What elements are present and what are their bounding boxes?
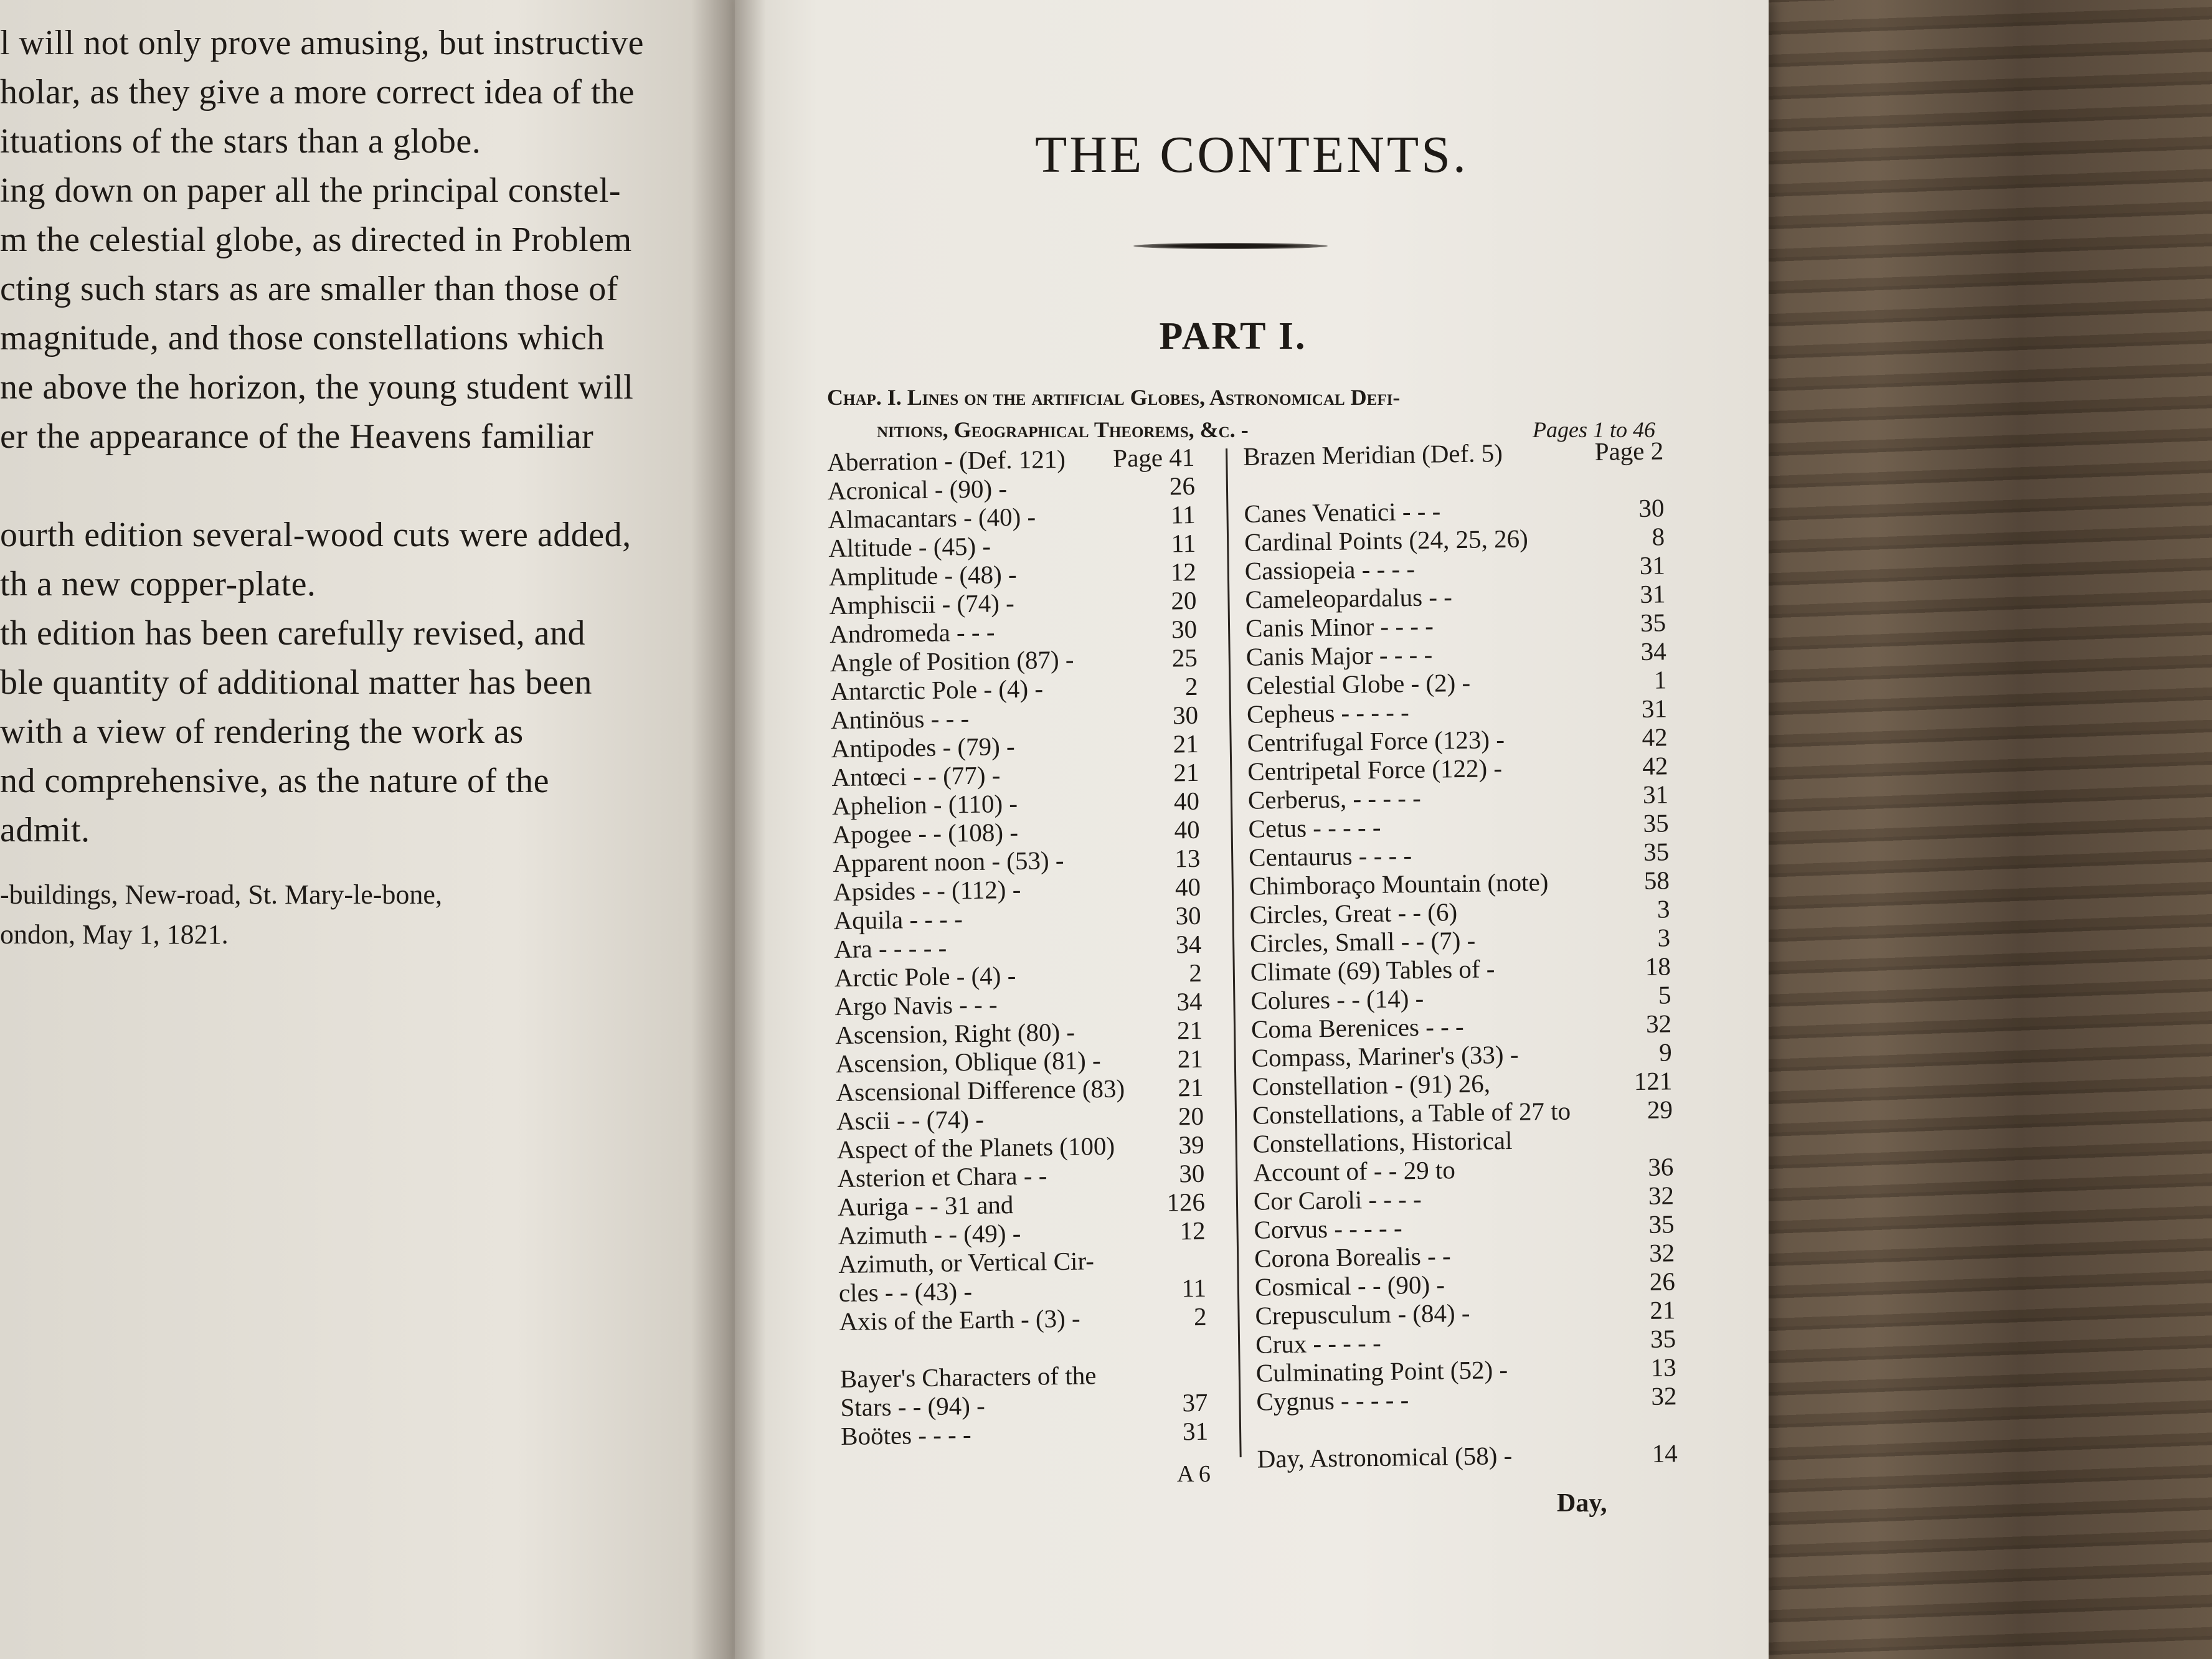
index-entry <box>831 729 1199 763</box>
index-entry <box>1243 436 1664 470</box>
left-page-line: er the appearance of the Heavens familiar <box>0 417 594 456</box>
signature-mark: A 6 <box>1177 1461 1211 1487</box>
index-entry <box>832 815 1200 849</box>
index-entry-page: 31 <box>1642 780 1669 809</box>
index-entry-name: Arctic Pole - (4) - <box>834 961 1016 993</box>
index-entry-page: 3 <box>1657 894 1670 924</box>
index-entry-page: 20 <box>1171 585 1197 615</box>
index-entry <box>830 672 1198 706</box>
index-entry-page: 30 <box>1175 900 1201 930</box>
index-entry <box>841 1417 1209 1450</box>
index-entry-name: Colures - - (14) - <box>1250 983 1424 1015</box>
index-entry-page: 18 <box>1645 952 1671 981</box>
index-entry-name: Canes Venatici - - - <box>1244 496 1441 528</box>
index-entry-name: Auriga - - 31 and <box>837 1190 1014 1222</box>
index-entry-page: 25 <box>1171 643 1198 673</box>
index-entry-page: 32 <box>1645 1009 1672 1038</box>
left-page-line: th edition has been carefully revised, and <box>0 614 585 653</box>
index-entry-name: Centaurus - - - - <box>1248 841 1412 872</box>
index-entry-page: 31 <box>1182 1416 1209 1446</box>
index-entry-page: 20 <box>1178 1101 1204 1131</box>
index-entry <box>833 872 1201 906</box>
index-entry-page: 21 <box>1173 757 1199 787</box>
index-entry-name: Culminating Point (52) - <box>1255 1355 1508 1387</box>
index-entry-name: Argo Navis - - - <box>834 990 998 1021</box>
index-entry-name: Ascension, Right (80) - <box>834 1017 1075 1050</box>
index-entry-page: 14 <box>1652 1439 1678 1468</box>
index-entry-name: Cosmical - - (90) - <box>1254 1270 1445 1302</box>
index-entry <box>835 1044 1203 1078</box>
index-entry-name: Almacantars - (40) - <box>828 502 1036 534</box>
index-entry <box>829 586 1197 620</box>
index-entry <box>830 643 1198 677</box>
index-entry-name: Cerberus, - - - - - <box>1247 783 1422 815</box>
column-divider <box>1226 448 1242 1457</box>
index-entry <box>836 1102 1204 1135</box>
index-entry <box>838 1245 1206 1279</box>
index-entry-page: 30 <box>1178 1158 1205 1188</box>
index-entry <box>833 901 1201 935</box>
index-entry-name: Acronical - (90) - <box>827 474 1008 506</box>
index-entry-name: Centrifugal Force (123) - <box>1247 725 1505 757</box>
index-entry-name: Bayer's Characters of the <box>839 1361 1097 1394</box>
index-entry-page: 58 <box>1643 866 1670 895</box>
index-entry-name: Cor Caroli - - - - <box>1253 1184 1422 1216</box>
index-entry-name: Canis Major - - - - <box>1245 640 1433 671</box>
index-entry-name: Ascensional Difference (83) <box>836 1074 1125 1107</box>
index-entry-name: Coma Berenices - - - <box>1250 1011 1464 1044</box>
index-entry-name: Ara - - - - - <box>833 933 947 964</box>
index-entry-name: Altitude - (45) - <box>828 531 991 563</box>
index-entry-name: Corvus - - - - - <box>1254 1213 1402 1244</box>
index-entry-page: 121 <box>1633 1066 1673 1096</box>
index-entry <box>832 787 1200 820</box>
index-entry-page: 31 <box>1640 579 1666 608</box>
index-entry-page: 30 <box>1171 614 1198 644</box>
index-entry-page: 34 <box>1175 929 1202 959</box>
index-entry-page: 36 <box>1647 1152 1674 1181</box>
index-entry-name: Amphiscii - (74) - <box>829 588 1015 620</box>
index-entry-page: 2 <box>1184 671 1198 701</box>
index-entry-page: 30 <box>1638 493 1665 522</box>
index-entry-name: Ascii - - (74) - <box>836 1104 985 1136</box>
index-entry-name: Constellations, a Table of 27 to <box>1252 1096 1571 1130</box>
index-entry <box>827 443 1195 476</box>
index-entry <box>840 1388 1208 1422</box>
index-entry-name: Cameleopardalus - - <box>1245 582 1453 614</box>
index-entry-page: 37 <box>1182 1387 1208 1417</box>
index-entry-page: 40 <box>1173 786 1200 816</box>
index-entry-name: Antinöus - - - <box>830 704 970 735</box>
index-entry-page: Page 41 <box>1112 442 1195 473</box>
title-rule <box>1133 243 1328 249</box>
index-entry-name: Cepheus - - - - - <box>1246 697 1410 729</box>
left-page-line: m the celestial globe, as directed in Problem <box>0 220 632 259</box>
index-entry-page: 35 <box>1648 1209 1675 1239</box>
index-entry-name: Cassiopeia - - - - <box>1244 554 1416 585</box>
index-entry-page: 42 <box>1642 722 1668 752</box>
address-line: -buildings, New-road, St. Mary-le-bone, <box>0 879 442 910</box>
index-entry <box>835 1016 1203 1049</box>
index-entry-page: 34 <box>1176 986 1203 1016</box>
index-entry-page: Page 2 <box>1594 436 1664 466</box>
index-entry-page: 32 <box>1648 1238 1675 1267</box>
left-page-line: l will not only prove amusing, but instructive <box>0 24 645 62</box>
index-entry-name: Antœci - - (77) - <box>831 760 1001 792</box>
left-page-line: ourth edition several-wood cuts were added, <box>0 516 631 554</box>
index-entry <box>828 500 1196 534</box>
left-page-line: nd comprehensive, as the nature of the <box>0 762 550 800</box>
index-entry-page: 35 <box>1643 808 1669 838</box>
left-page-address <box>0 875 623 955</box>
index-entry <box>839 1302 1207 1336</box>
index-entry <box>839 1274 1207 1307</box>
index-entry-name: Climate (69) Tables of - <box>1250 954 1495 986</box>
index-entry-page: 13 <box>1650 1353 1677 1382</box>
index-entry-name: Crux - - - - - <box>1255 1328 1381 1359</box>
left-page-line: admit. <box>0 811 90 849</box>
index-entry <box>837 1159 1205 1193</box>
chapter-heading <box>827 381 1655 446</box>
index-entry-name: Day, Astronomical (58) - <box>1257 1440 1513 1473</box>
catchword: Day, <box>1557 1489 1607 1518</box>
index-entry-page: 42 <box>1642 751 1668 780</box>
address-line: ondon, May 1, 1821. <box>0 919 229 950</box>
index-entry-page: 29 <box>1647 1095 1673 1124</box>
index-entry-page: 5 <box>1658 980 1671 1009</box>
index-entry-page: 40 <box>1174 815 1200 844</box>
left-page-line: ituations of the stars than a globe. <box>0 122 481 161</box>
index-entry-page: 35 <box>1643 837 1670 866</box>
index-entry <box>840 1359 1208 1393</box>
index-entry-name: Constellations, Historical <box>1252 1125 1513 1158</box>
chapter-line-2-text: nitions, Geographical Theorems, &c. - <box>877 417 1249 442</box>
index-entry-page: 34 <box>1640 636 1667 666</box>
index-column-left <box>827 443 1208 1450</box>
index-entry <box>838 1188 1206 1221</box>
index-entry-name: Chimboraço Mountain (note) <box>1249 867 1549 900</box>
left-page-line: cting such stars as are smaller than those of <box>0 270 618 308</box>
left-page-line: ing down on paper all the principal constel- <box>0 171 622 210</box>
index-entry-name: cles - - (43) - <box>838 1277 973 1308</box>
index-entry-page: 126 <box>1166 1187 1206 1217</box>
index-entry-name: Ascension, Oblique (81) - <box>835 1046 1101 1079</box>
index-entry-name: Apogee - - (108) - <box>832 817 1019 849</box>
index-entry-name: Cetus - - - - - <box>1248 812 1381 843</box>
index-entry-name: Angle of Position (87) - <box>830 645 1074 678</box>
index-entry <box>836 1130 1204 1164</box>
left-page <box>0 0 722 1659</box>
index-entry-name: Apparent noon - (53) - <box>832 845 1064 878</box>
index-entry-page: 35 <box>1640 608 1666 637</box>
index-entry-page: 21 <box>1178 1072 1204 1102</box>
index-entry <box>836 1073 1204 1107</box>
index-entry <box>828 471 1196 505</box>
index-entry-name: Asterion et Chara - - <box>837 1161 1047 1193</box>
index-entry-name: Circles, Great - - (6) <box>1249 897 1458 929</box>
index-entry-page: 31 <box>1641 694 1668 723</box>
left-page-line <box>0 461 660 511</box>
index-entry-name: Celestial Globe - (2) - <box>1246 668 1471 700</box>
index-entry <box>834 987 1203 1021</box>
index-entry-page: 21 <box>1173 729 1199 759</box>
index-column-right <box>1243 436 1678 1473</box>
index-entry-name: Axis of the Earth - (3) - <box>839 1303 1080 1336</box>
index-entry <box>834 930 1202 963</box>
index-entry <box>829 557 1197 591</box>
index-entry-page: 30 <box>1172 700 1199 730</box>
left-page-line: th a new copper-plate. <box>0 565 316 603</box>
index-entry-name: Corona Borealis - - <box>1254 1241 1451 1273</box>
index-entry-name: Azimuth, or Vertical Cir- <box>838 1246 1095 1279</box>
chapter-pages: Pages 1 to 46 <box>1533 417 1655 442</box>
part-heading: PART I. <box>1159 315 1307 357</box>
index-entry-page: 21 <box>1176 1015 1203 1045</box>
contents-index <box>790 436 1688 1495</box>
index-entry-page: 26 <box>1649 1267 1676 1296</box>
index-entry-page: 21 <box>1650 1295 1676 1325</box>
index-entry-name: Aberration - (Def. 121) <box>826 444 1066 477</box>
index-entry-name: Circles, Small - - (7) - <box>1249 925 1476 958</box>
index-entry-name: Centripetal Force (122) - <box>1247 754 1503 786</box>
index-entry-name: Aphelion - (110) - <box>831 788 1018 821</box>
index-entry-page: 2 <box>1193 1302 1207 1331</box>
left-page-line: ble quantity of additional matter has been <box>0 663 592 702</box>
index-entry-name: Brazen Meridian (Def. 5) <box>1242 438 1503 471</box>
index-entry-name: Andromeda - - - <box>829 617 995 649</box>
contents-title: THE CONTENTS. <box>1035 126 1468 184</box>
index-entry-page: 1 <box>1653 665 1667 694</box>
index-entry-name: Antipodes - (79) - <box>831 731 1015 763</box>
left-page-body <box>0 19 660 855</box>
left-page-line: with a view of rendering the work as <box>0 712 524 751</box>
index-entry-name: Cygnus - - - - - <box>1256 1385 1409 1416</box>
index-entry-page: 2 <box>1188 958 1203 988</box>
index-entry-page: 39 <box>1178 1130 1204 1160</box>
left-page-line: holar, as they give a more correct idea of the <box>0 73 635 111</box>
index-entry-page: 12 <box>1170 557 1197 587</box>
index-entry-page: 3 <box>1657 923 1671 952</box>
index-entry-page: 35 <box>1650 1324 1676 1353</box>
index-entry-name: Constellation - (91) 26, <box>1252 1069 1491 1101</box>
index-entry-page: 9 <box>1658 1037 1672 1067</box>
index-entry-page: 12 <box>1179 1216 1206 1245</box>
index-entry-page: 32 <box>1651 1381 1677 1411</box>
index-entry-name: Crepusculum - (84) - <box>1255 1298 1470 1330</box>
index-entry-page: 8 <box>1652 522 1665 551</box>
index-entry <box>833 844 1201 877</box>
index-entry-name: Account of - - 29 to <box>1252 1155 1456 1187</box>
index-entry-name: Azimuth - - (49) - <box>838 1218 1021 1250</box>
index-entry-name: Aquila - - - - <box>833 904 963 935</box>
left-page-line: magnitude, and those constellations which <box>0 319 605 357</box>
index-entry-name: Compass, Mariner's (33) - <box>1251 1039 1519 1072</box>
index-entry <box>834 958 1203 992</box>
index-entry <box>831 758 1199 792</box>
index-entry-name: Cardinal Points (24, 25, 26) <box>1244 524 1528 557</box>
index-entry-name: Aspect of the Planets (100) <box>836 1131 1115 1165</box>
index-entry <box>831 701 1199 734</box>
index-entry-name: Boötes - - - - <box>840 1420 971 1451</box>
index-entry-page: 32 <box>1648 1181 1675 1210</box>
index-entry-name: Stars - - (94) - <box>840 1391 986 1422</box>
index-entry-page: 31 <box>1639 551 1666 580</box>
index-entry <box>838 1216 1206 1250</box>
index-entry-page <box>1207 1359 1208 1388</box>
index-entry-name: Canis Minor - - - - <box>1245 611 1434 643</box>
index-entry-name: Amplitude - (48) - <box>828 559 1017 592</box>
index-entry-page: 21 <box>1177 1044 1204 1074</box>
index-entry-name: Apsides - - (112) - <box>833 874 1021 907</box>
index-entry-page: 40 <box>1175 872 1201 902</box>
index-entry-page: 11 <box>1171 528 1196 558</box>
index-entry-page: 26 <box>1169 471 1196 501</box>
index-entry-page: 13 <box>1174 843 1201 873</box>
index-entry-page: 11 <box>1170 499 1196 529</box>
left-page-line: ne above the horizon, the young student will <box>0 368 634 407</box>
index-entry-name: Antarctic Pole - (4) - <box>830 674 1044 706</box>
index-entry <box>1256 1381 1677 1416</box>
index-entry-page: 11 <box>1181 1273 1207 1303</box>
index-entry <box>830 615 1198 648</box>
index-entry <box>1257 1439 1678 1473</box>
wooden-table <box>1731 0 2212 1659</box>
chapter-line-1: Chap. I. Lines on the artificial Globes, Astronomical Defi- <box>827 385 1401 410</box>
index-entry <box>828 529 1196 562</box>
